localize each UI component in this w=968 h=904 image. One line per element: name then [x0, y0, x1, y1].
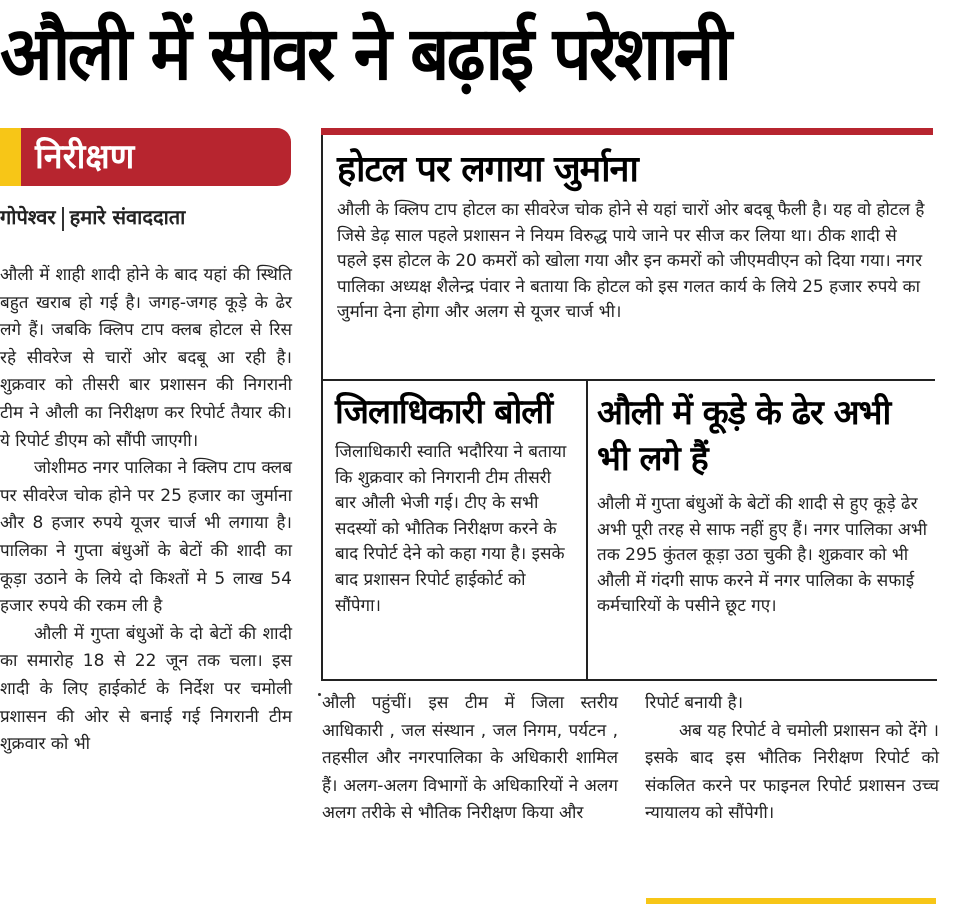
stray-dot [318, 693, 321, 696]
sidebar-dm-body: जिलाधिकारी स्वाति भदौरिया ने बताया कि शुक्रवार को निगरानी टीम तीसरी बार औली भेजी गई। टीए के सभी सदस्यों को भौतिक निरीक्षण करने के बाद रिपोर्ट देने को कहा गया है। इसके बाद प्रशासन रिपोर्ट हाईकोर्ट को सौंपेगा। [335, 442, 567, 616]
story-paragraph: जोशीमठ नगर पालिका ने क्लिप टाप क्लब पर सीवरेज चोक होने पर 25 हजार का जुर्माना और 8 हजार रुपये यूजर चार्ज भी लगाया है। पालिका ने गुप्ता बंधुओं के बेटों की शादी का कूड़ा उठाने के लिये दो किश्तों मे 5 लाख 54 हजार रुपये की रकम ली है [0, 458, 292, 617]
headline: औली में सीवर ने बढ़ाई परेशानी [0, 11, 730, 97]
byline-place: गोपेश्वर [0, 205, 56, 229]
byline-author: हमारे संवाददाता [69, 205, 186, 229]
sidebar-hotel-body: औली के क्लिप टाप होटल का सीवरेज चोक होने से यहां चारों ओर बदबू फैली है। यह वो होटल है जिसे डेढ़ साल पहले प्रशासन ने नियम विरुद्ध पाये जाने पर सीज कर लिया था। ठीक शादी से पहले इस होटल के 20 कमरों को खोला गया और इन कमरों को जीएमवीएन को दिया गया। नगर पालिका अध्यक्ष शैलेन्द्र पंवार ने बताया कि होटल को इस गलत कार्य के लिये 25 हजार रुपये का जुर्माना देना होगा और अलग से यूजर चार्ज भी। [337, 200, 925, 323]
kicker-accent-bar [0, 128, 21, 186]
sidebar-box-middle-rule [321, 379, 935, 381]
sidebar-garbage-title: औली में कूड़े के ढेर अभी भी लगे हैं [597, 393, 891, 479]
story-paragraph: औली में शाही शादी होने के बाद यहां की स्थिति बहुत खराब हो गई है। जगह-जगह कूड़े के ढेर लगे हैं। जबकि क्लिप टाप क्लब होटल से रिस रहे सीवरेज से चारों ओर बदबू आ रही है। शुक्रवार को तीसरी बार प्रशासन की निगरानी टीम ने औली का निरीक्षण कर रिपोर्ट तैयार की। ये रिपोर्ट डीएम को सौंपी जाएगी। [0, 265, 292, 451]
story-paragraph: औली पहुंचीं। इस टीम में जिला स्तरीय आधिकारी , जल संस्थान , जल निगम, पर्यटन , तहसील और नगरपालिका के अधिकारी शामिल हैं। अलग-अलग विभागों के अधिकारियों ने अलग अलग तरीके से भौतिक निरीक्षण किया और [322, 693, 618, 824]
story-paragraph: अब यह रिपोर्ट वे चमोली प्रशासन को देंगे ।इसके बाद इस भौतिक निरीक्षण रिपोर्ट को संकलित करने पर फाइनल रिपोर्ट प्रशासन उच्च न्यायालय को सौंपेगी। [645, 720, 939, 824]
section-kicker: निरीक्षण [21, 128, 291, 186]
story-column-2 [322, 690, 618, 828]
sidebar-hotel-title: होटल पर लगाया जुर्माना [337, 149, 638, 190]
story-paragraph: औली में गुप्ता बंधुओं के दो बेटों की शादी का समारोह 18 से 22 जून तक चला। इस शादी के लिए हाईकोर्ट के निर्देश पर चमोली प्रशासन की ओर से बनाई गई निगरानी टीम शुक्रवार को भी [0, 623, 292, 755]
sidebar-box-top-bar [321, 128, 933, 135]
byline-separator [62, 207, 64, 231]
story-column-3 [645, 690, 939, 828]
sidebar-box-column-divider [586, 379, 588, 681]
sidebar-garbage-body: औली में गुप्ता बंधुओं के बेटों की शादी से हुए कूड़े ढेर अभी पूरी तरह से साफ नहीं हुए हैं। नगर पालिका अभी तक 295 कुंतल कूड़ा उठा चुकी है। शुक्रवार को भी औली में गंदगी साफ करने में नगर पालिका के सफाई कर्मचारियों के पसीने छूट गए। [597, 494, 928, 617]
story-paragraph: रिपोर्ट बनायी है। [645, 693, 744, 713]
sidebar-dm-title: जिलाधिकारी बोलीं [335, 392, 553, 432]
sidebar-box-bottom-rule [321, 679, 937, 681]
bottom-accent-rule [646, 898, 936, 904]
sidebar-box-left-rule [321, 135, 323, 681]
byline [0, 200, 185, 234]
story-column-1 [0, 262, 292, 759]
